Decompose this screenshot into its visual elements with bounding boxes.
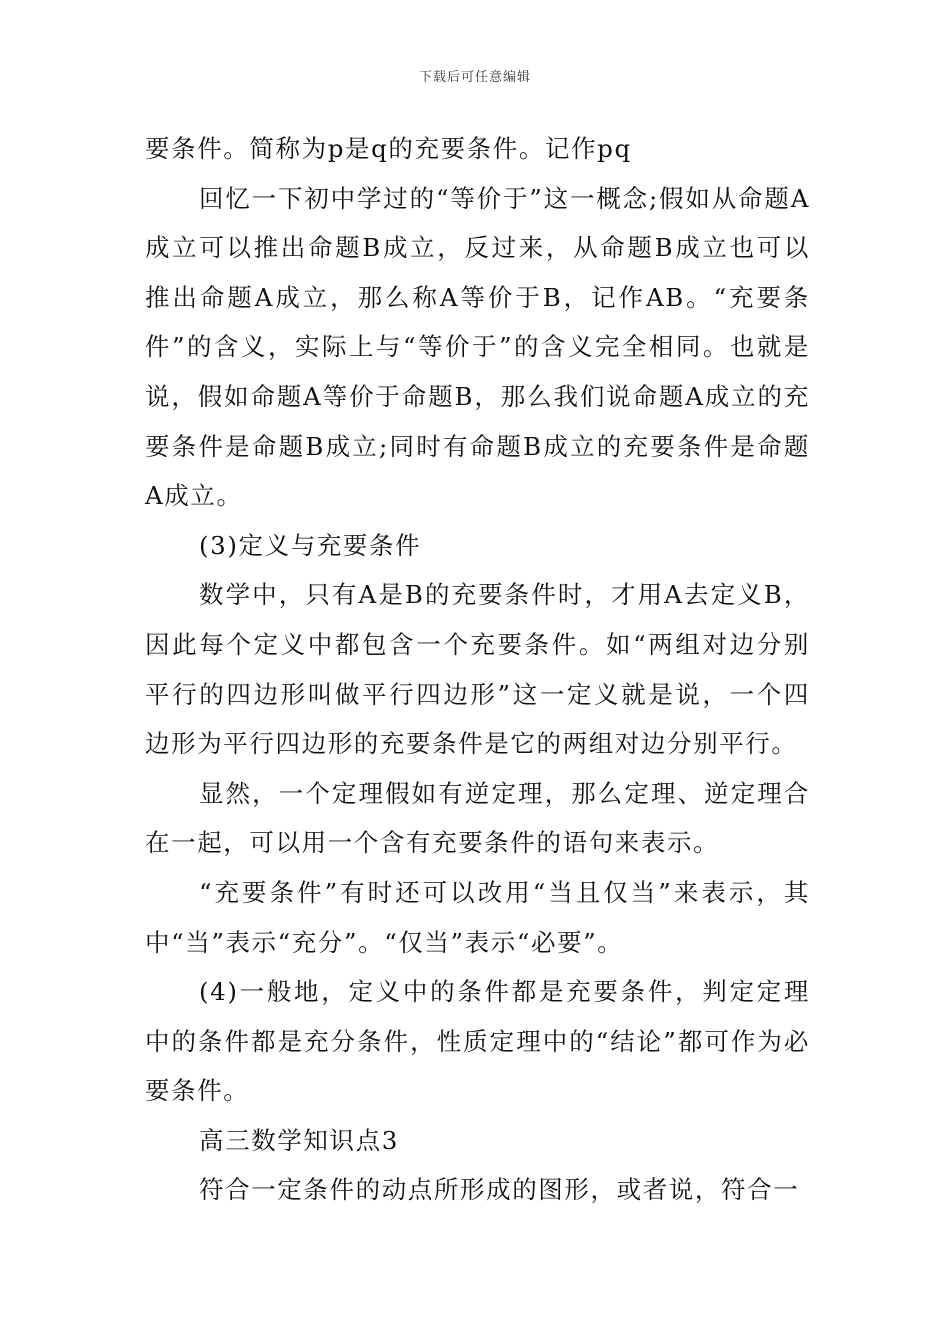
paragraph: 要条件。简称为p是q的充要条件。记作pq: [145, 134, 632, 163]
paragraph: 显然，一个定理假如有逆定理，那么定理、逆定理合在一起，可以用一个含有充要条件的语句来表示。: [145, 778, 810, 858]
section-heading: (3)定义与充要条件: [199, 530, 422, 560]
document-body: [145, 124, 810, 1215]
paragraph: 符合一定条件的动点所形成的图形，或者说，符合一: [199, 1175, 800, 1205]
paragraph: 回忆一下初中学过的“等价于”这一概念;假如从命题A成立可以推出命题B成立，反过来，从命题B成立也可以推出命题A成立，那么称A等价于B，记作AB。“充要条件”的含义，实际上与“等价于”的含义完全相同。也就是说，假如命题A等价于命题B，那么我们说命题A成立的充要条件是命题B成立;同时有命题B成立的充要条件是命题A成立。: [145, 183, 810, 511]
page-header-note: 下载后可任意编辑: [418, 70, 531, 85]
paragraph: “充要条件”有时还可以改用“当且仅当”来表示，其中“当”表示“充分”。“仅当”表示“必要”。: [145, 877, 810, 957]
paragraph: (4)一般地，定义中的条件都是充要条件，判定定理中的条件都是充分条件，性质定理中的“结论”都可作为必要条件。: [145, 977, 810, 1106]
paragraph: 数学中，只有A是B的充要条件时，才用A去定义B，因此每个定义中都包含一个充要条件。如“两组对边分别平行的四边形叫做平行四边形”这一定义就是说，一个四边形为平行四边形的充要条件是它的两组对边分别平行。: [145, 580, 810, 759]
section-heading: 高三数学知识点3: [199, 1125, 399, 1155]
